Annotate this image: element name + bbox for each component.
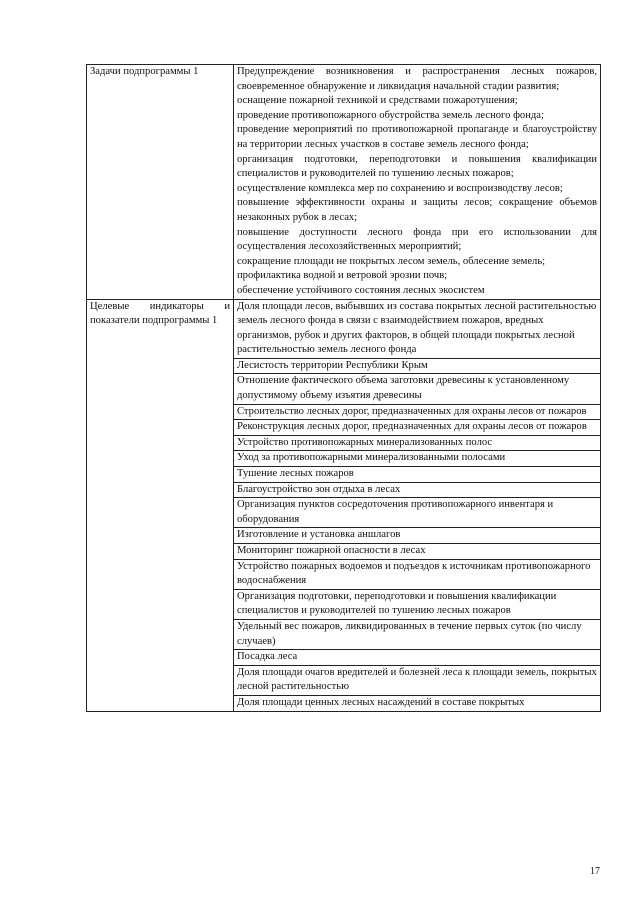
table-row-indicator <box>87 299 601 358</box>
indicator-text: Устройство противопожарных минерализованных полос <box>237 436 493 448</box>
task-item: обеспечение устойчивого состояния лесных экосистем <box>237 284 485 296</box>
indicator-cell <box>234 498 601 528</box>
indicator-cell <box>234 559 601 589</box>
indicator-cell <box>234 358 601 374</box>
tasks-label: Задачи подпрограммы 1 <box>90 66 199 77</box>
task-item: осуществление комплекса мер по сохранению и воспроизводству лесов; <box>237 182 563 194</box>
indicator-text: Доля площади ценных лесных насаждений в составе покрытых <box>237 696 525 708</box>
indicators-label: Целевые индикаторы и показатели подпрограммы 1 <box>90 300 230 327</box>
task-item: повышение эффективности охраны и защиты лесов; сокращение объемов незаконных рубок в лесах; <box>237 197 597 223</box>
task-item: Предупреждение возникновения и распространения лесных пожаров, своевременное обнаружение и ликвидация начальной стадии развития; <box>237 66 597 92</box>
indicator-cell <box>234 482 601 498</box>
indicator-text: Тушение лесных пожаров <box>237 468 354 480</box>
indicator-text: Благоустройство зон отдыха в лесах <box>237 483 401 495</box>
indicator-text: Изготовление и установка аншлагов <box>237 529 401 541</box>
indicator-text: Лесистость территории Республики Крым <box>237 359 428 371</box>
task-item: повышение доступности лесного фонда при его использовании для осуществления лесохозяйственных мероприятий; <box>237 226 597 253</box>
indicator-cell <box>234 619 601 649</box>
task-item: проведение мероприятий по противопожарной пропаганде и благоустройству на территории лесных участков в составе земель лесного фонда; <box>237 124 597 150</box>
task-item: сокращение площади не покрытых лесом земель, облесение земель; <box>237 255 546 267</box>
indicator-cell <box>234 589 601 619</box>
indicator-text: Реконструкция лесных дорог, предназначенных для охраны лесов от пожаров <box>237 421 587 433</box>
table-row-tasks <box>87 65 601 300</box>
indicator-cell <box>234 650 601 666</box>
indicator-text: Удельный вес пожаров, ликвидированных в течение первых суток (по числу случаев) <box>237 620 582 647</box>
indicator-cell <box>234 435 601 451</box>
task-item: проведение противопожарного обустройства земель лесного фонда; <box>237 109 544 121</box>
indicator-text: Доля площади лесов, выбывших из состава покрытых лесной растительностью земель лесного фонда в связи с взаимодействием пожаров, вредных организмов, рубок и других факторов, в общей площади покрытых лесной растительностью земель лесного фонда <box>237 300 597 356</box>
indicator-cell <box>234 299 601 358</box>
page-number: 17 <box>590 866 600 877</box>
task-item: оснащение пожарной техникой и средствами пожаротушения; <box>237 95 518 107</box>
indicator-cell <box>234 528 601 544</box>
tasks-content-cell <box>234 65 601 300</box>
indicator-text: Строительство лесных дорог, предназначенных для охраны лесов от пожаров <box>237 405 587 417</box>
indicator-text: Доля площади очагов вредителей и болезней леса к площади земель, покрытых лесной растительностью <box>237 666 597 693</box>
indicator-cell <box>234 420 601 436</box>
indicator-cell <box>234 544 601 560</box>
program-passport-table <box>86 64 601 712</box>
task-item: профилактика водной и ветровой эрозии почв; <box>237 270 448 282</box>
indicator-cell <box>234 467 601 483</box>
indicator-text: Организация пунктов сосредоточения противопожарного инвентаря и оборудования <box>237 499 554 525</box>
indicator-text: Организация подготовки, переподготовки и повышения квалификации специалистов и руководителей по тушению лесных пожаров <box>237 590 557 617</box>
indicator-text: Посадка леса <box>237 651 298 663</box>
indicator-text: Отношение фактического объема заготовки древесины к установленному допустимому объему изъятия древесины <box>237 375 570 402</box>
indicator-cell <box>234 374 601 404</box>
indicator-cell <box>234 665 601 695</box>
indicator-text: Уход за противопожарными минерализованными полосами <box>237 452 506 464</box>
indicator-text: Устройство пожарных водоемов и подъездов к источникам противопожарного водоснабжения <box>237 560 591 587</box>
indicator-cell <box>234 695 601 711</box>
indicators-label-cell <box>87 299 234 711</box>
indicator-cell <box>234 404 601 420</box>
tasks-label-cell <box>87 65 234 300</box>
indicator-text: Мониторинг пожарной опасности в лесах <box>237 545 426 556</box>
indicator-cell <box>234 451 601 467</box>
task-item: организация подготовки, переподготовки и повышения квалификации специалистов и руководителей по тушению лесных пожаров; <box>237 153 597 180</box>
